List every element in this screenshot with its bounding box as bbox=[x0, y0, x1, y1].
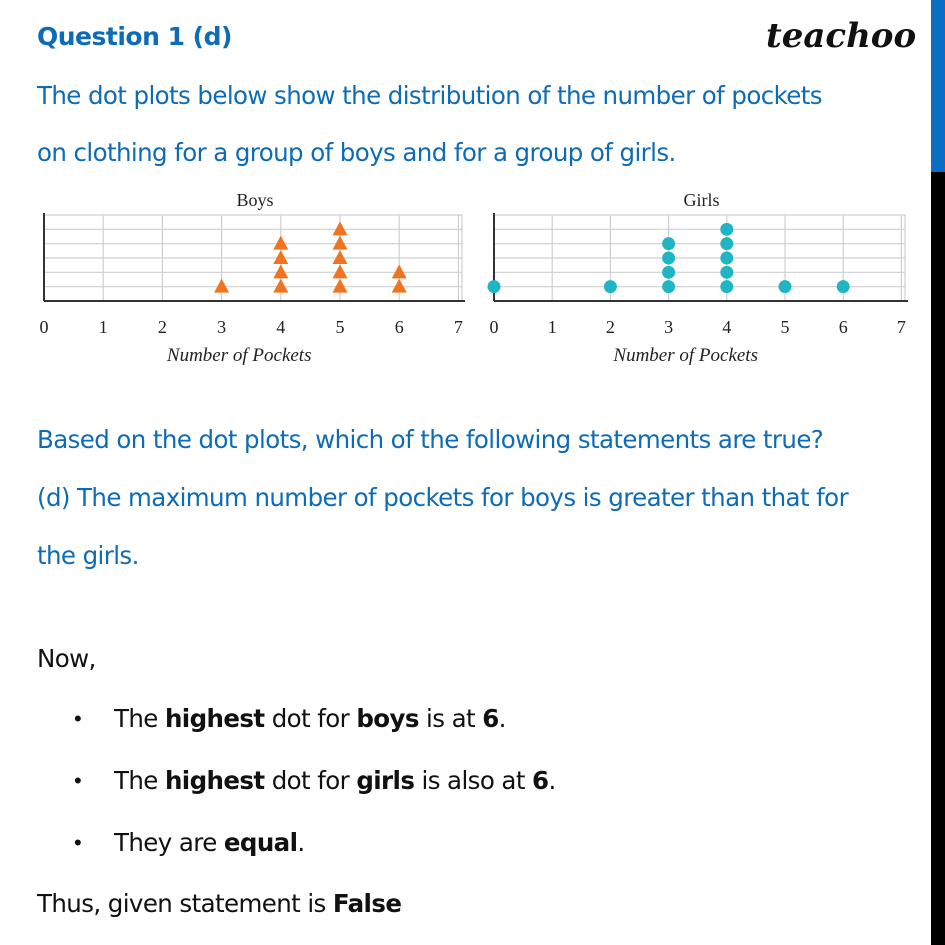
data-marker-circle bbox=[662, 237, 675, 250]
text-run: They are bbox=[114, 828, 224, 857]
x-tick-label: 0 bbox=[39, 317, 49, 337]
conclusion-answer: False bbox=[332, 889, 402, 918]
text-run: . bbox=[297, 828, 305, 857]
plot-title: Girls bbox=[683, 190, 720, 210]
text-run: The bbox=[114, 704, 165, 733]
solution-bullet-3 bbox=[114, 828, 305, 857]
boys-dot-plot bbox=[30, 186, 470, 371]
brand-logo: teachoo bbox=[766, 16, 917, 56]
data-marker-triangle bbox=[392, 264, 407, 278]
x-tick-label: 3 bbox=[664, 317, 674, 337]
bold-run: 6 bbox=[532, 766, 549, 795]
data-marker-triangle bbox=[333, 236, 348, 250]
statement-line-1: (d) The maximum number of pockets for boys is greater than that for bbox=[37, 483, 849, 512]
text-run: The bbox=[114, 766, 165, 795]
question-intro-line-1: The dot plots below show the distribution of the number of pockets bbox=[37, 81, 822, 110]
side-strip-accent bbox=[931, 0, 945, 172]
girls-dot-plot-svg bbox=[478, 186, 918, 371]
data-marker-triangle bbox=[273, 236, 288, 250]
data-marker-triangle bbox=[333, 279, 348, 293]
data-marker-triangle bbox=[214, 279, 229, 293]
data-marker-circle bbox=[720, 252, 733, 265]
bold-run: 6 bbox=[482, 704, 499, 733]
x-tick-label: 7 bbox=[453, 317, 463, 337]
x-tick-label: 1 bbox=[98, 317, 108, 337]
solution-bullet-2 bbox=[114, 766, 556, 795]
x-tick-label: 1 bbox=[547, 317, 557, 337]
text-run: . bbox=[548, 766, 556, 795]
text-run: dot for bbox=[264, 704, 357, 733]
x-axis-label: Number of Pockets bbox=[166, 345, 312, 366]
x-tick-label: 2 bbox=[157, 317, 167, 337]
x-tick-label: 5 bbox=[335, 317, 345, 337]
data-marker-triangle bbox=[273, 250, 288, 264]
data-marker-circle bbox=[779, 280, 792, 293]
data-marker-circle bbox=[720, 280, 733, 293]
data-marker-triangle bbox=[333, 221, 348, 235]
data-marker-circle bbox=[488, 280, 501, 293]
question-title: Question 1 (d) bbox=[37, 22, 232, 51]
x-axis-label: Number of Pockets bbox=[613, 345, 758, 366]
solution-now: Now, bbox=[37, 644, 96, 673]
data-marker-triangle bbox=[273, 264, 288, 278]
x-tick-label: 7 bbox=[896, 317, 906, 337]
solution-conclusion bbox=[37, 889, 401, 918]
data-marker-circle bbox=[720, 223, 733, 236]
data-marker-circle bbox=[837, 280, 850, 293]
bold-run: highest bbox=[164, 704, 265, 733]
bullet-icon: • bbox=[74, 830, 82, 855]
x-tick-label: 4 bbox=[276, 317, 286, 337]
data-marker-triangle bbox=[392, 279, 407, 293]
bullet-icon: • bbox=[74, 706, 82, 731]
bold-run: girls bbox=[356, 766, 415, 795]
solution-bullet-1 bbox=[114, 704, 506, 733]
x-tick-label: 3 bbox=[217, 317, 227, 337]
x-tick-label: 6 bbox=[838, 317, 848, 337]
data-marker-circle bbox=[662, 252, 675, 265]
statement-line-2: the girls. bbox=[37, 541, 139, 570]
data-marker-triangle bbox=[333, 250, 348, 264]
x-tick-label: 2 bbox=[605, 317, 615, 337]
bold-run: equal bbox=[223, 828, 298, 857]
x-tick-label: 6 bbox=[394, 317, 404, 337]
text-run: is at bbox=[418, 704, 483, 733]
data-marker-circle bbox=[720, 237, 733, 250]
data-marker-circle bbox=[720, 266, 733, 279]
question-prompt: Based on the dot plots, which of the following statements are true? bbox=[37, 425, 824, 454]
data-marker-triangle bbox=[273, 279, 288, 293]
x-tick-label: 5 bbox=[780, 317, 790, 337]
bullet-icon: • bbox=[74, 768, 82, 793]
x-tick-label: 4 bbox=[722, 317, 732, 337]
text-run: is also at bbox=[414, 766, 533, 795]
plot-title: Boys bbox=[236, 190, 274, 210]
boys-dot-plot-svg bbox=[30, 186, 470, 371]
bold-run: boys bbox=[356, 704, 419, 733]
data-marker-triangle bbox=[333, 264, 348, 278]
x-tick-label: 0 bbox=[489, 317, 499, 337]
data-marker-circle bbox=[604, 280, 617, 293]
girls-dot-plot bbox=[478, 186, 918, 371]
bold-run: highest bbox=[164, 766, 265, 795]
text-run: dot for bbox=[264, 766, 357, 795]
text-run: . bbox=[498, 704, 506, 733]
data-marker-circle bbox=[662, 280, 675, 293]
data-marker-circle bbox=[662, 266, 675, 279]
question-intro-line-2: on clothing for a group of boys and for a group of girls. bbox=[37, 138, 676, 167]
conclusion-prefix: Thus, given statement is bbox=[37, 889, 333, 918]
